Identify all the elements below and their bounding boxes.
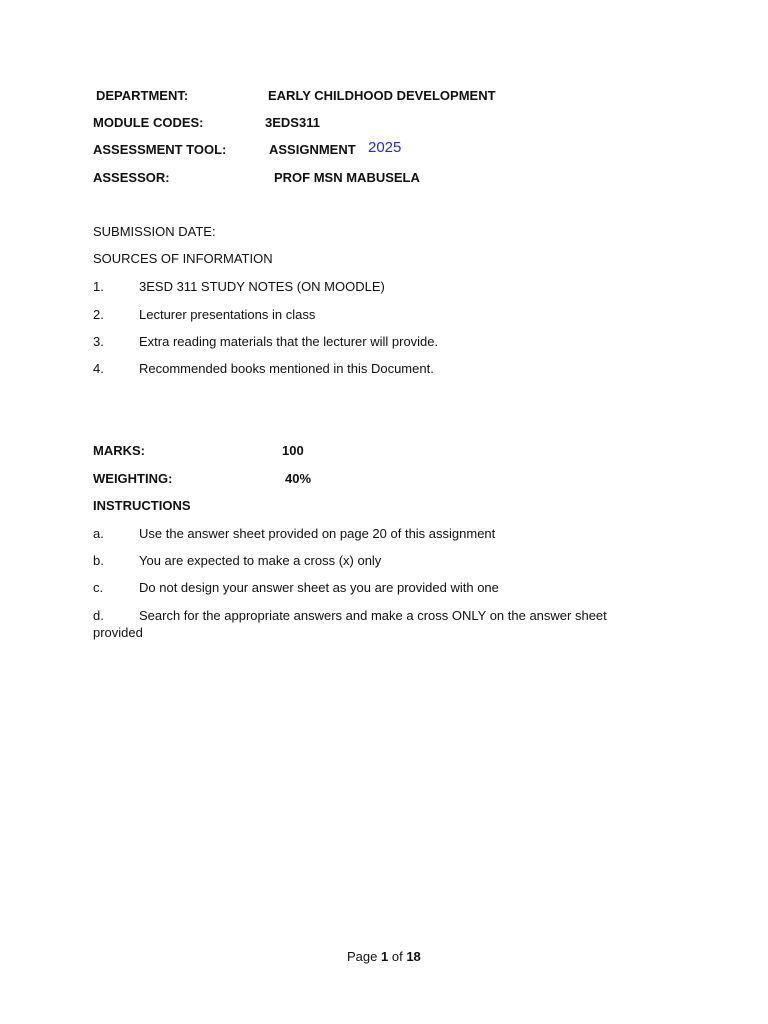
instruction-letter: c. [93, 580, 104, 595]
sources-heading: SOURCES OF INFORMATION [93, 251, 273, 266]
assessment-year: 2025 [368, 139, 402, 156]
instruction-letter: d. [93, 608, 104, 623]
of-word: of [391, 949, 403, 964]
page-total: 18 [406, 949, 421, 964]
weighting-value: 40% [285, 471, 312, 486]
module-codes-value: 3EDS311 [265, 115, 320, 130]
instruction-text: Do not design your answer sheet as you are provided with one [139, 580, 499, 595]
instruction-letter: b. [93, 553, 104, 568]
list-item-text: 3ESD 311 STUDY NOTES (ON MOODLE) [139, 279, 385, 294]
assessor-label: ASSESSOR: [93, 170, 170, 185]
marks-value: 100 [282, 443, 304, 458]
instruction-continuation: provided [93, 625, 143, 640]
assessment-tool-value: ASSIGNMENT [269, 142, 356, 157]
instructions-heading: INSTRUCTIONS [93, 498, 191, 513]
page-number [347, 949, 421, 965]
department-value: EARLY CHILDHOOD DEVELOPMENT [268, 88, 496, 103]
list-item-number: 1. [93, 279, 104, 294]
list-item-text: Lecturer presentations in class [139, 307, 316, 322]
instruction-text: You are expected to make a cross (x) only [139, 553, 382, 568]
list-item-text: Recommended books mentioned in this Document. [139, 361, 434, 376]
weighting-label: WEIGHTING: [93, 471, 173, 486]
instruction-text: Search for the appropriate answers and make a cross ONLY on the answer sheet [139, 608, 607, 623]
department-label: DEPARTMENT: [96, 88, 189, 103]
list-item-number: 2. [93, 307, 104, 322]
instruction-letter: a. [93, 526, 104, 541]
instruction-text: Use the answer sheet provided on page 20 of this assignment [139, 526, 496, 541]
list-item-number: 4. [93, 361, 104, 376]
submission-date-label: SUBMISSION DATE: [93, 224, 216, 239]
assessor-value: PROF MSN MABUSELA [274, 170, 420, 185]
page-word: Page [347, 949, 378, 964]
assessment-tool-label: ASSESSMENT TOOL: [93, 142, 227, 157]
list-item-number: 3. [93, 334, 104, 349]
list-item-text: Extra reading materials that the lecturer will provide. [139, 334, 439, 349]
page-current: 1 [381, 949, 389, 964]
marks-label: MARKS: [93, 443, 145, 458]
module-codes-label: MODULE CODES: [93, 115, 204, 130]
